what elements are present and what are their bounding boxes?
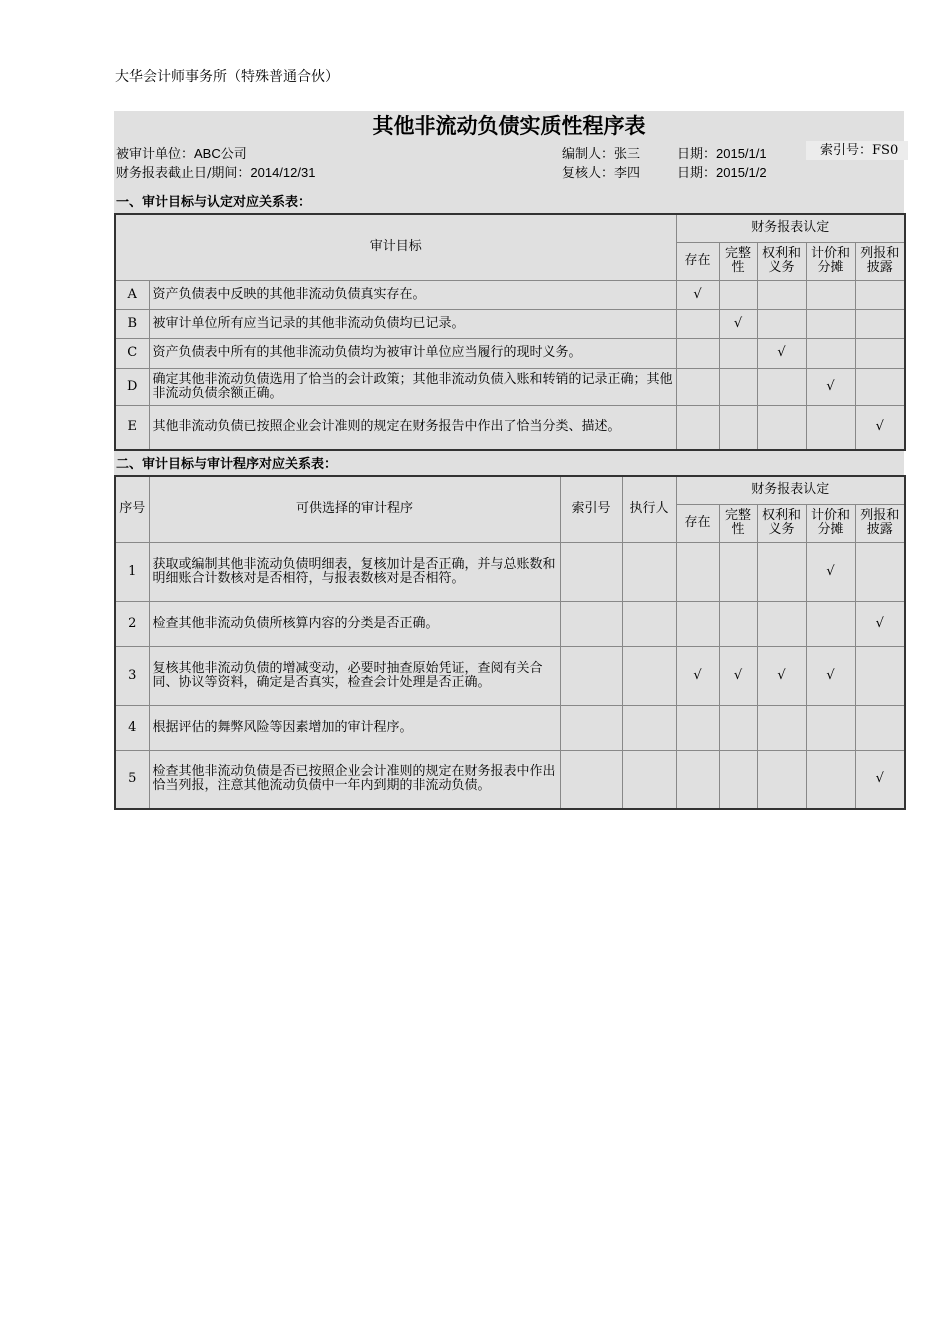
index-value: FS0 bbox=[872, 143, 899, 158]
reviewer-value: 李四 bbox=[614, 166, 641, 181]
check-cell bbox=[806, 405, 855, 450]
check-cell bbox=[855, 280, 905, 309]
check-cell bbox=[806, 750, 855, 809]
procedures-table bbox=[114, 475, 906, 810]
check-cell: √ bbox=[855, 405, 905, 450]
check-cell bbox=[719, 705, 757, 750]
check-cell: √ bbox=[719, 646, 757, 705]
table-row bbox=[115, 368, 905, 405]
check-cell bbox=[855, 705, 905, 750]
row-id: 1 bbox=[115, 542, 149, 601]
table-row bbox=[115, 309, 905, 338]
section2-title: 二、审计目标与审计程序对应关系表： bbox=[116, 457, 338, 472]
firm-name: 大华会计师事务所（特殊普通合伙） bbox=[115, 69, 339, 85]
table-row bbox=[115, 405, 905, 450]
prep-date-value: 2015/1/1 bbox=[716, 146, 767, 161]
check-cell bbox=[757, 705, 806, 750]
procedure-text: 检查其他非流动负债是否已按照企业会计准则的规定在财务报表中作出恰当列报，注意其他流动负债中一年内到期的非流动负债。 bbox=[149, 750, 560, 809]
check-cell bbox=[806, 309, 855, 338]
objective-text: 被审计单位所有应当记录的其他非流动负债均已记录。 bbox=[149, 309, 676, 338]
check-cell bbox=[719, 405, 757, 450]
check-cell bbox=[676, 705, 719, 750]
check-cell: √ bbox=[757, 338, 806, 368]
row-id: 5 bbox=[115, 750, 149, 809]
index-label: 索引号： bbox=[820, 143, 873, 158]
assertion-header: 列报和披露 bbox=[855, 504, 905, 542]
header-assertions: 财务报表认定 bbox=[676, 214, 905, 242]
row-id: 3 bbox=[115, 646, 149, 705]
preparer-label: 编制人： bbox=[562, 147, 615, 162]
check-cell: √ bbox=[676, 280, 719, 309]
index-cell bbox=[560, 601, 622, 646]
table-row bbox=[115, 601, 905, 646]
check-cell bbox=[676, 750, 719, 809]
check-cell bbox=[676, 309, 719, 338]
check-cell: √ bbox=[676, 646, 719, 705]
check-cell bbox=[676, 368, 719, 405]
procedure-text: 检查其他非流动负债所核算内容的分类是否正确。 bbox=[149, 601, 560, 646]
executor-cell bbox=[622, 646, 676, 705]
check-cell bbox=[806, 601, 855, 646]
check-cell bbox=[855, 309, 905, 338]
index-cell bbox=[560, 750, 622, 809]
check-cell bbox=[676, 405, 719, 450]
auditee-label: 被审计单位： bbox=[116, 147, 195, 162]
assertion-header: 列报和披露 bbox=[855, 242, 905, 280]
header-executor: 执行人 bbox=[622, 476, 676, 542]
table-row bbox=[115, 280, 905, 309]
check-cell bbox=[806, 705, 855, 750]
check-cell bbox=[719, 368, 757, 405]
table-row bbox=[115, 542, 905, 601]
assertion-header: 存在 bbox=[676, 504, 719, 542]
check-cell: √ bbox=[719, 309, 757, 338]
review-date-field bbox=[677, 162, 767, 181]
objective-text: 确定其他非流动负债选用了恰当的会计政策；其他非流动负债入账和转销的记录正确；其他非流动负债余额正确。 bbox=[149, 368, 676, 405]
check-cell bbox=[676, 338, 719, 368]
check-cell bbox=[719, 280, 757, 309]
row-id: A bbox=[115, 280, 149, 309]
check-cell bbox=[719, 750, 757, 809]
table-row bbox=[115, 646, 905, 705]
objective-text: 资产负债表中反映的其他非流动负债真实存在。 bbox=[149, 280, 676, 309]
header-index: 索引号 bbox=[560, 476, 622, 542]
meta-row-1 bbox=[114, 141, 904, 160]
check-cell: √ bbox=[806, 542, 855, 601]
index-cell bbox=[560, 542, 622, 601]
procedures-body bbox=[115, 542, 905, 809]
section1-title: 一、审计目标与认定对应关系表： bbox=[116, 195, 312, 210]
auditee-value: ABC公司 bbox=[194, 146, 247, 161]
assertion-header: 权利和义务 bbox=[757, 242, 806, 280]
header-assertions-2: 财务报表认定 bbox=[676, 476, 905, 504]
row-id: 4 bbox=[115, 705, 149, 750]
check-cell: √ bbox=[806, 646, 855, 705]
check-cell bbox=[757, 309, 806, 338]
check-cell bbox=[757, 280, 806, 309]
check-cell bbox=[676, 601, 719, 646]
assertion-header: 完整性 bbox=[719, 504, 757, 542]
period-value: 2014/12/31 bbox=[250, 165, 316, 180]
executor-cell bbox=[622, 601, 676, 646]
review-date-value: 2015/1/2 bbox=[716, 165, 767, 180]
period-label: 财务报表截止日/期间： bbox=[116, 166, 251, 181]
executor-cell bbox=[622, 542, 676, 601]
check-cell: √ bbox=[855, 750, 905, 809]
workpaper-sheet bbox=[114, 111, 904, 810]
check-cell bbox=[757, 750, 806, 809]
objective-text: 其他非流动负债已按照企业会计准则的规定在财务报告中作出了恰当分类、描述。 bbox=[149, 405, 676, 450]
check-cell bbox=[757, 542, 806, 601]
executor-cell bbox=[622, 750, 676, 809]
check-cell bbox=[855, 368, 905, 405]
procedure-text: 复核其他非流动负债的增减变动，必要时抽查原始凭证，查阅有关合同、协议等资料，确定是否真实，检查会计处理是否正确。 bbox=[149, 646, 560, 705]
check-cell bbox=[806, 280, 855, 309]
row-id: E bbox=[115, 405, 149, 450]
executor-cell bbox=[622, 705, 676, 750]
table-row bbox=[115, 750, 905, 809]
review-date-label: 日期： bbox=[677, 166, 717, 181]
check-cell bbox=[855, 646, 905, 705]
row-id: B bbox=[115, 309, 149, 338]
objectives-body bbox=[115, 280, 905, 450]
header-objective: 审计目标 bbox=[115, 214, 676, 280]
assertion-header: 完整性 bbox=[719, 242, 757, 280]
check-cell bbox=[719, 542, 757, 601]
reviewer-label: 复核人： bbox=[562, 166, 615, 181]
check-cell bbox=[719, 601, 757, 646]
header-seq: 序号 bbox=[115, 476, 149, 542]
assertion-header: 计价和分摊 bbox=[806, 504, 855, 542]
assertion-header: 存在 bbox=[676, 242, 719, 280]
index-cell bbox=[560, 705, 622, 750]
check-cell bbox=[806, 338, 855, 368]
row-id: D bbox=[115, 368, 149, 405]
table-row bbox=[115, 338, 905, 368]
check-cell: √ bbox=[855, 601, 905, 646]
check-cell bbox=[757, 405, 806, 450]
check-cell bbox=[757, 368, 806, 405]
check-cell: √ bbox=[806, 368, 855, 405]
objective-text: 资产负债表中所有的其他非流动负债均为被审计单位应当履行的现时义务。 bbox=[149, 338, 676, 368]
period-field bbox=[116, 162, 315, 181]
row-id: 2 bbox=[115, 601, 149, 646]
procedure-text: 根据评估的舞弊风险等因素增加的审计程序。 bbox=[149, 705, 560, 750]
check-cell bbox=[676, 542, 719, 601]
assertion-header: 权利和义务 bbox=[757, 504, 806, 542]
header-procedure: 可供选择的审计程序 bbox=[149, 476, 560, 542]
row-id: C bbox=[115, 338, 149, 368]
reviewer-field bbox=[562, 162, 640, 181]
check-cell bbox=[719, 338, 757, 368]
page-title: 其他非流动负债实质性程序表 bbox=[372, 114, 646, 138]
index-field bbox=[806, 141, 908, 160]
table-row bbox=[115, 705, 905, 750]
check-cell: √ bbox=[757, 646, 806, 705]
index-cell bbox=[560, 646, 622, 705]
check-cell bbox=[855, 542, 905, 601]
assertion-header: 计价和分摊 bbox=[806, 242, 855, 280]
prep-date-label: 日期： bbox=[677, 147, 717, 162]
check-cell bbox=[757, 601, 806, 646]
check-cell bbox=[855, 338, 905, 368]
objectives-assertions-table bbox=[114, 213, 906, 451]
meta-row-2 bbox=[114, 160, 904, 179]
procedure-text: 获取或编制其他非流动负债明细表，复核加计是否正确，并与总账数和明细账合计数核对是否相符，与报表数核对是否相符。 bbox=[149, 542, 560, 601]
preparer-value: 张三 bbox=[614, 147, 641, 162]
